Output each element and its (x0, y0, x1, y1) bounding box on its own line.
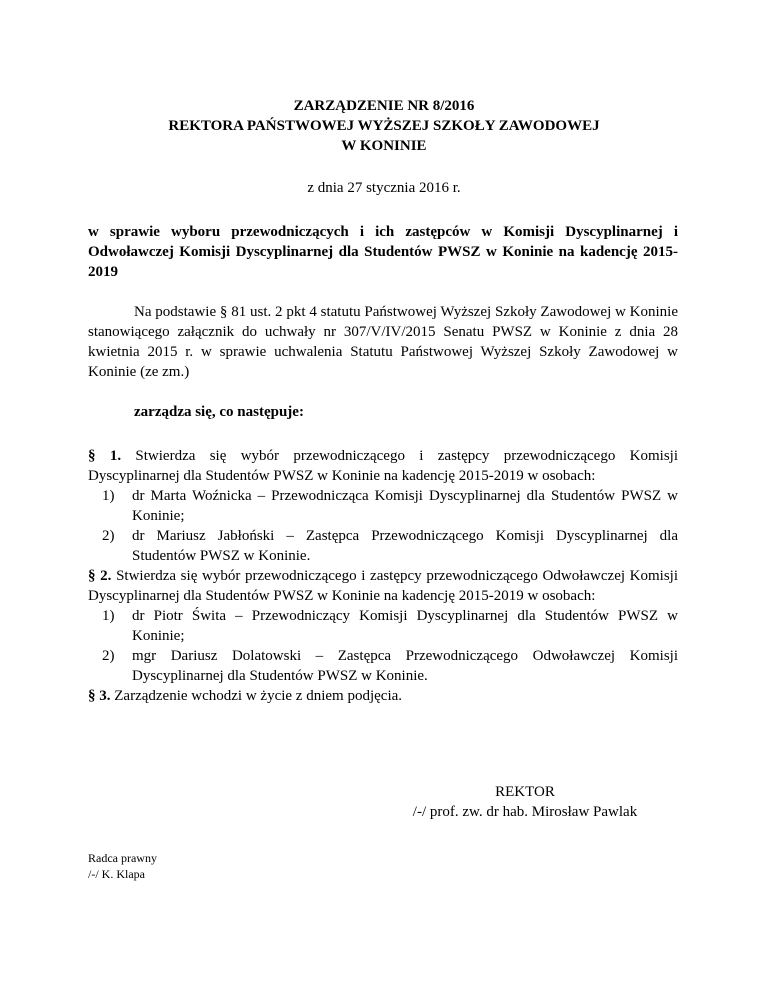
signature-title: REKTOR (495, 784, 555, 800)
list-item (88, 646, 678, 686)
list-item (88, 606, 678, 646)
list-item-text: dr Marta Woźnicka – Przewodnicząca Komisji Dyscyplinarnej dla Studentów PWSZ w Koninie; (132, 488, 678, 524)
section-2-text: Stwierdza się wybór przewodniczącego i zastępcy przewodniczącego Odwoławczej Komisji Dyscyplinarnej dla Studentów PWSZ w Koninie na kadencję 2015-2019 w osobach: (88, 568, 679, 604)
header-line-2: REKTORA PAŃSTWOWEJ WYŻSZEJ SZKOŁY ZAWODOWEJ (168, 118, 600, 134)
document-subject: w sprawie wyboru przewodniczących i ich zastępców w Komisji Dyscyplinarnej i Odwoławczej Komisji Dyscyplinarnej dla Studentów PWSZ w Koninie na kadencję 2015-2019 (88, 224, 678, 280)
section-2 (88, 566, 678, 686)
section-3 (88, 686, 678, 706)
section-1 (88, 446, 678, 566)
orders-line: zarządza się, co następuje: (134, 404, 304, 420)
section-2-intro (88, 566, 678, 606)
section-1-mark: § 1. (88, 448, 122, 464)
list-item-text: dr Mariusz Jabłoński – Zastępca Przewodniczącego Komisji Dyscyplinarnej dla Studentów PWSZ w Koninie. (132, 528, 678, 564)
list-item-number: 1) (102, 488, 115, 504)
section-1-text: Stwierdza się wybór przewodniczącego i zastępcy przewodniczącego Komisji Dyscyplinarnej dla Studentów PWSZ w Koninie na kadencję 2015-2019 w osobach: (88, 448, 679, 484)
header-line-3: W KONINIE (341, 138, 427, 154)
header-line-1: ZARZĄDZENIE NR 8/2016 (293, 98, 475, 114)
legal-basis: Na podstawie § 81 ust. 2 pkt 4 statutu Państwowej Wyższej Szkoły Zawodowej w Koninie stanowiącego załącznik do uchwały nr 307/V/IV/2015 Senatu PWSZ w Koninie z dnia 28 kwietnia 2015 r. w sprawie uchwalenia Statutu Państwowej Wyższej Szkoły Zawodowej w Koninie (ze zm.) (88, 304, 678, 380)
section-1-list (88, 486, 678, 566)
legal-advisor (88, 850, 157, 882)
section-3-mark: § 3. (88, 688, 111, 704)
list-item-text: dr Piotr Świta – Przewodniczący Komisji Dyscyplinarnej dla Studentów PWSZ w Koninie; (132, 608, 678, 644)
list-item (88, 526, 678, 566)
list-item-number: 2) (102, 528, 115, 544)
section-2-mark: § 2. (88, 568, 112, 584)
signature-name: /-/ prof. zw. dr hab. Mirosław Pawlak (412, 804, 638, 820)
list-item-number: 2) (102, 648, 115, 664)
list-item-number: 1) (102, 608, 115, 624)
legal-advisor-title: Radca prawny (88, 851, 157, 865)
section-2-list (88, 606, 678, 686)
list-item-text: mgr Dariusz Dolatowski – Zastępca Przewodniczącego Odwoławczej Komisji Dyscyplinarnej dla Studentów PWSZ w Koninie. (132, 648, 678, 684)
list-item (88, 486, 678, 526)
rector-signature (360, 782, 690, 822)
section-3-text: Zarządzenie wchodzi w życie z dniem podjęcia. (114, 688, 403, 704)
legal-advisor-name: /-/ K. Klapa (88, 867, 145, 881)
document-date: z dnia 27 stycznia 2016 r. (307, 180, 461, 196)
document-header (0, 96, 768, 156)
section-1-intro (88, 446, 678, 486)
